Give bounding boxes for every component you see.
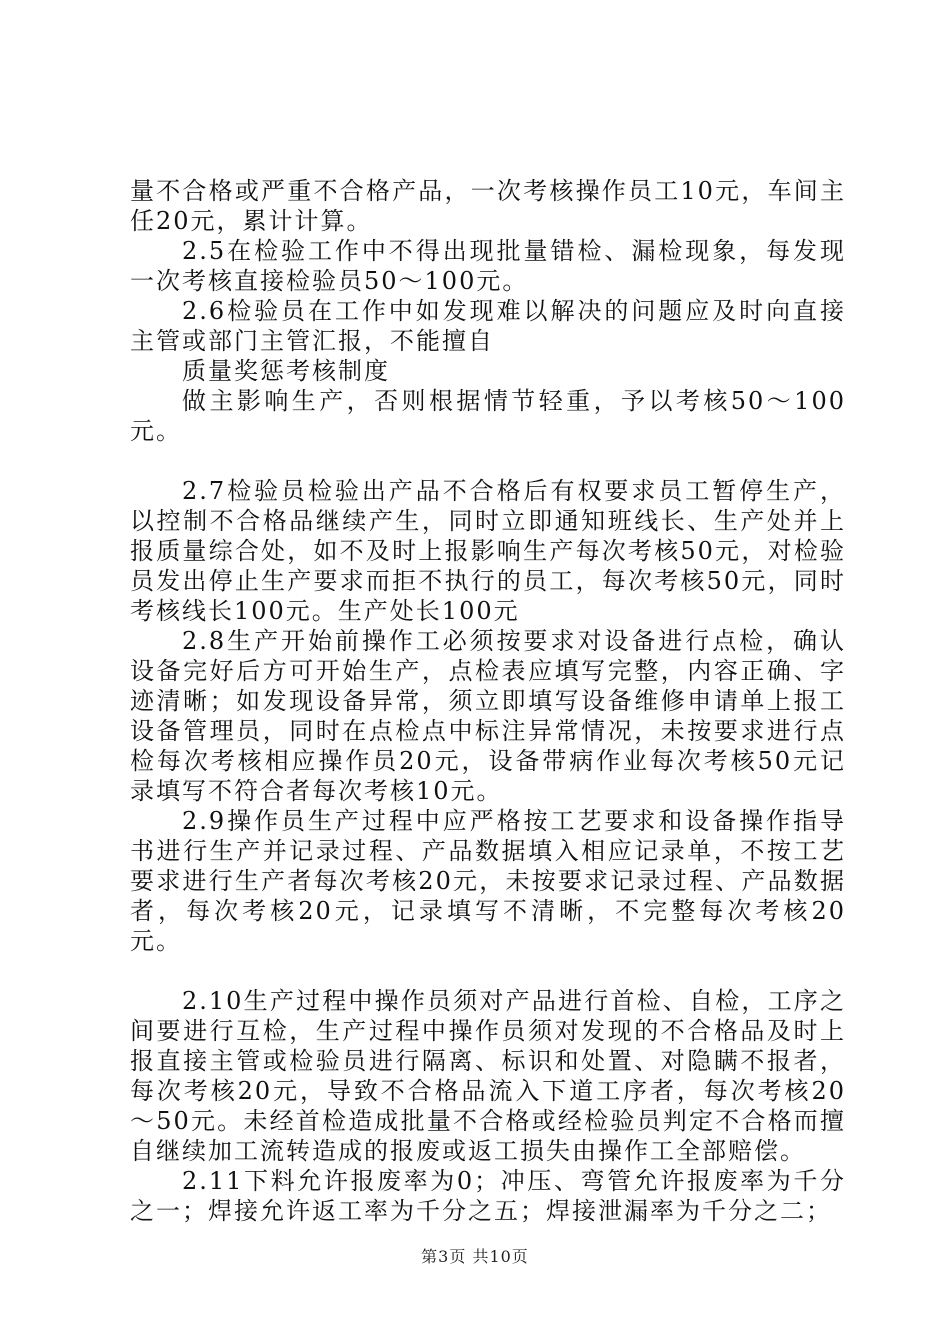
paragraph-2-7: 2.7检验员检验出产品不合格后有权要求员工暂停生产，以控制不合格品继续产生，同时立即通知班线长、生产处并上报质量综合处，如不及时上报影响生产每次考核50元，对检验员发出停止生产要求而拒不执行的员工，每次考核50元，同时考核线长100元。生产处长100元 bbox=[130, 477, 846, 625]
page-number-footer: 第3页 共10页 bbox=[421, 1247, 529, 1266]
paragraph-2-11: 2.11下料允许报废率为0；冲压、弯管允许报废率为千分之一；焊接允许返工率为千分之五；焊接泄漏率为千分之二； bbox=[130, 1167, 846, 1225]
paragraph-2-10: 2.10生产过程中操作员须对产品进行首检、自检，工序之间要进行互检，生产过程中操作员须对发现的不合格品及时上报直接主管或检验员进行隔离、标识和处置、对隐瞒不报者，每次考核20元，导致不合格品流入下道工序者，每次考核20～50元。未经首检造成批量不合格或经检验员判定不合格而擅自继续加工流转造成的报废或返工损失由操作工全部赔偿。 bbox=[130, 987, 846, 1165]
paragraph-2-5: 2.5在检验工作中不得出现批量错检、漏检现象，每发现一次考核直接检验员50～100元。 bbox=[130, 237, 846, 295]
paragraph-2-8: 2.8生产开始前操作工必须按要求对设备进行点检，确认设备完好后方可开始生产，点检表应填写完整，内容正确、字迹清晰；如发现设备异常，须立即填写设备维修申请单上报工设备管理员，同时在点检点中标注异常情况，未按要求进行点检每次考核相应操作员20元，设备带病作业每次考核50元记录填写不符合者每次考核10元。 bbox=[130, 627, 846, 805]
section-heading: 质量奖惩考核制度 bbox=[182, 357, 390, 385]
paragraph-continuation: 量不合格或严重不合格产品，一次考核操作员工10元，车间主任20元，累计计算。 bbox=[130, 177, 846, 235]
paragraph-2-6: 2.6检验员在工作中如发现难以解决的问题应及时向直接主管或部门主管汇报，不能擅自 bbox=[130, 297, 846, 355]
paragraph-2-9: 2.9操作员生产过程中应严格按工艺要求和设备操作指导书进行生产并记录过程、产品数据填入相应记录单，不按工艺要求进行生产者每次考核20元，未按要求记录过程、产品数据者，每次考核20元，记录填写不清晰，不完整每次考核20元。 bbox=[130, 807, 846, 955]
document-body bbox=[130, 176, 846, 1226]
paragraph-2-6-continued: 做主影响生产，否则根据情节轻重，予以考核50～100元。 bbox=[130, 387, 846, 445]
